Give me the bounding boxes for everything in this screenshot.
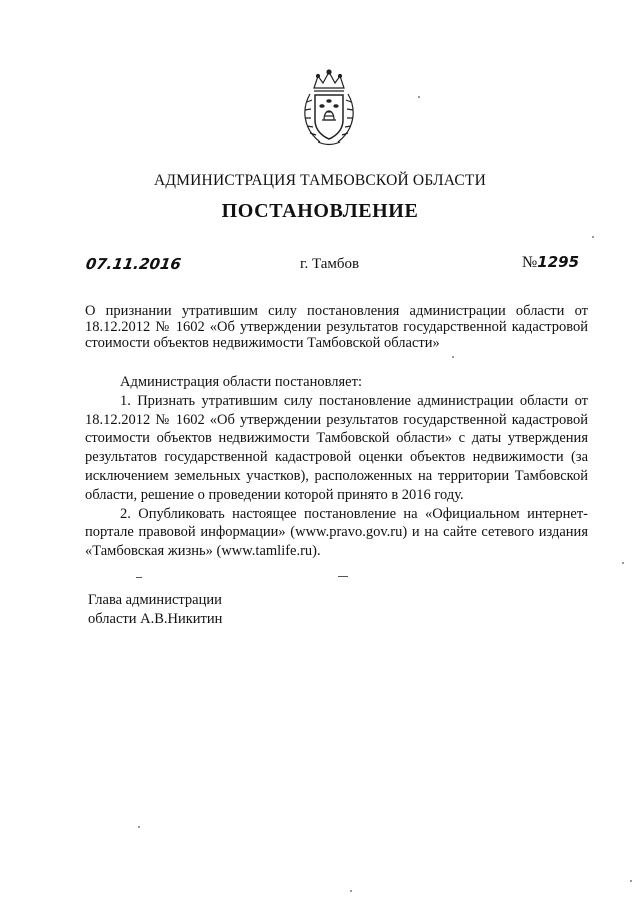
document-subject: О признании утратившим силу постановления администрации области от 18.12.2012 № 1602 «Об утверждении результатов государственной кадастровой стоимости объектов недвижимости Тамбовской области» [85,303,588,351]
scan-speck [452,356,454,358]
body-intro: Администрация области постановляет: [120,374,362,390]
scan-mark [338,576,348,577]
document-type-title: ПОСТАНОВЛЕНИЕ [221,200,419,222]
scan-speck [350,890,352,892]
number-label: № [522,254,538,271]
number-value: 1295 [537,253,580,271]
scan-speck [592,236,594,238]
body-item-1: 1. Признать утратившим силу постановление администрации области от 18.12.2012 № 1602 «Об утверждении результатов государственной кадастровой стоимости объектов недвижимости Тамбовской области» с даты утверждения результатов государственной кадастровой оценки объектов недвижимости (за исключением земельных участков), расположенных на территории Тамбовской области, решение о проведении которой принято в 2016 году. [85,392,588,503]
organization-name: АДМИНИСТРАЦИЯ ТАМБОВСКОЙ ОБЛАСТИ [154,172,486,189]
signature-block [88,591,222,629]
scan-mark [136,577,142,578]
document-date: 07.11.2016 [84,255,183,273]
scan-speck [622,562,624,564]
scan-speck [630,880,632,882]
tambov-coat-of-arms-icon [300,68,358,148]
document-body [85,373,588,561]
document-city: г. Тамбов [300,256,360,272]
body-item-2: 2. Опубликовать настоящее постановление на «Официальном интернет-портале правовой информации» (www.pravo.gov.ru) и на сайте сетевого издания «Тамбовская жизнь» (www.tamlife.ru). [85,505,588,560]
signer-name: области А.В.Никитин [88,611,223,627]
document-number [522,253,579,272]
signer-title: Глава администрации [88,592,222,608]
scan-speck [418,96,420,98]
scan-speck [138,826,140,828]
